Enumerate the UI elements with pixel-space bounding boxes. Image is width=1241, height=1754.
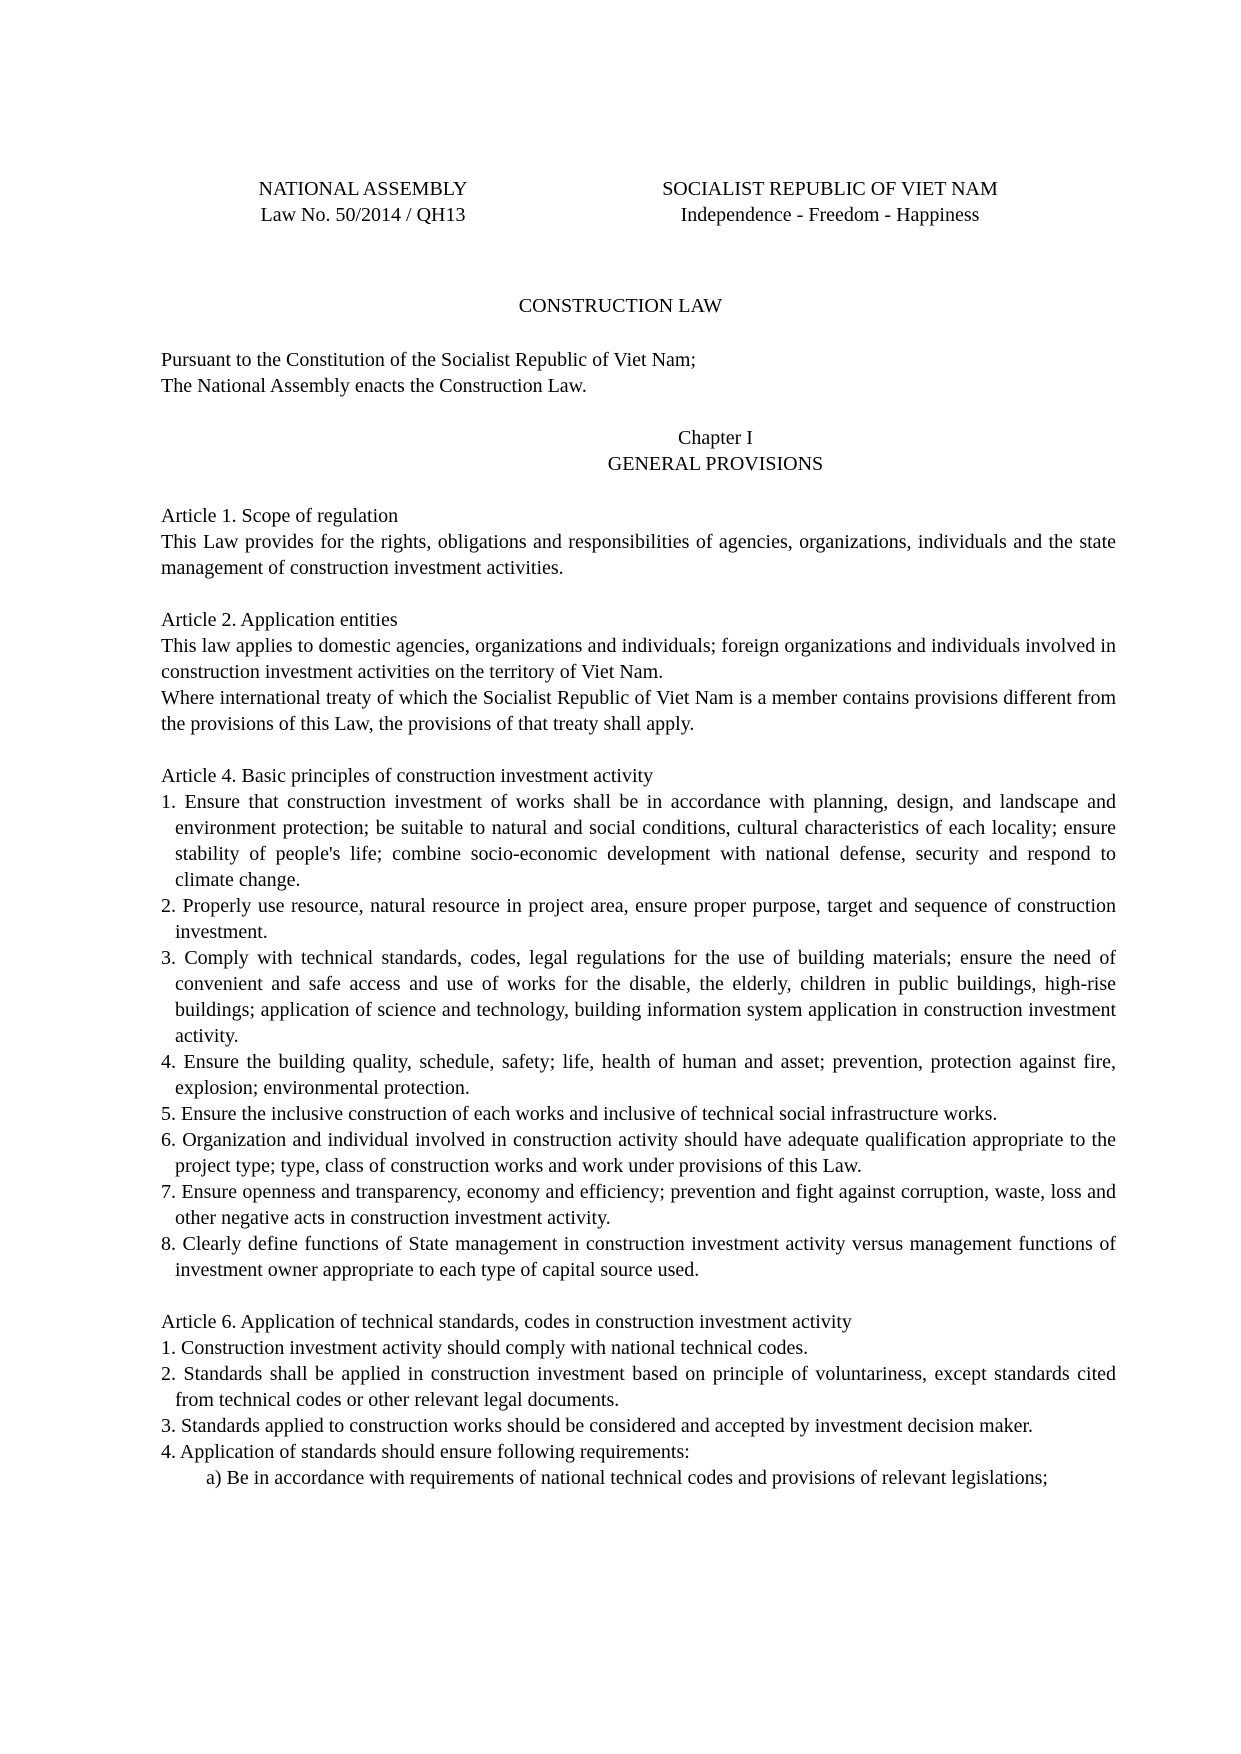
issuer-block	[212, 176, 514, 228]
sub-list-item: a) Be in accordance with requirements of national technical codes and provisions of relevant legislations;	[206, 1467, 1048, 1489]
chapter-name: GENERAL PROVISIONS	[607, 453, 824, 475]
article-paragraph: This law applies to domestic agencies, organizations and individuals; foreign organizations and individuals involved in construction investment activities on the territory of Viet Nam.	[161, 635, 1116, 683]
list-item: 5. Ensure the inclusive construction of each works and inclusive of technical social infrastructure works.	[161, 1103, 998, 1125]
national-motto: Independence - Freedom - Happiness	[680, 204, 980, 226]
preamble-line: The National Assembly enacts the Construction Law.	[161, 375, 587, 397]
article-heading: Article 6. Application of technical standards, codes in construction investment activity	[161, 1311, 852, 1333]
list-item: 7. Ensure openness and transparency, economy and efficiency; prevention and fight against corruption, waste, loss and other negative acts in construction investment activity.	[161, 1181, 1116, 1229]
issuer-name: NATIONAL ASSEMBLY	[258, 178, 468, 200]
law-number: Law No. 50/2014 / QH13	[260, 204, 466, 226]
list-item: 8. Clearly define functions of State management in construction investment activity versus management functions of investment owner appropriate to each type of capital source used.	[161, 1233, 1116, 1281]
list-item: 4. Ensure the building quality, schedule, safety; life, health of human and asset; prevention, protection against fire, explosion; environmental protection.	[161, 1051, 1116, 1099]
list-item: 2. Standards shall be applied in construction investment based on principle of voluntariness, except standards cited from technical codes or other relevant legal documents.	[161, 1363, 1116, 1411]
preamble-line: Pursuant to the Constitution of the Socialist Republic of Viet Nam;	[161, 349, 697, 371]
list-item: 1. Construction investment activity should comply with national technical codes.	[161, 1337, 809, 1359]
list-item: 3. Comply with technical standards, codes, legal regulations for the use of building materials; ensure the need of convenient and safe access and use of works for the disable, the elderly, children in public buildings, high-rise buildings; application of science and technology, building information system application in construction investment activity.	[161, 947, 1116, 1047]
document-title: CONSTRUCTION LAW	[518, 295, 723, 317]
article-paragraph: Where international treaty of which the Socialist Republic of Viet Nam is a member contains provisions different from the provisions of this Law, the provisions of that treaty shall apply.	[161, 687, 1116, 735]
list-item: 2. Properly use resource, natural resource in project area, ensure proper purpose, target and sequence of construction investment.	[161, 895, 1116, 943]
national-motto-block	[620, 176, 1040, 228]
list-item: 4. Application of standards should ensure following requirements:	[161, 1441, 690, 1463]
list-item: 1. Ensure that construction investment of works shall be in accordance with planning, design, and landscape and environment protection; be suitable to natural and social conditions, cultural characteristics of each locality; ensure stability of people's life; combine socio-economic development with national defense, security and respond to climate change.	[161, 791, 1116, 891]
document-body	[161, 347, 1116, 1491]
list-item: 6. Organization and individual involved in construction activity should have adequate qualification appropriate to the project type; type, class of construction works and work under provisions of this Law.	[161, 1129, 1116, 1177]
list-item: 3. Standards applied to construction works should be considered and accepted by investment decision maker.	[161, 1415, 1034, 1437]
article-heading: Article 2. Application entities	[161, 609, 398, 631]
country-name: SOCIALIST REPUBLIC OF VIET NAM	[662, 178, 998, 200]
article-heading: Article 4. Basic principles of construction investment activity	[161, 765, 654, 787]
article-heading: Article 1. Scope of regulation	[161, 505, 399, 527]
article-paragraph: This Law provides for the rights, obligations and responsibilities of agencies, organizations, individuals and the state management of construction investment activities.	[161, 531, 1116, 579]
chapter-number: Chapter I	[678, 427, 753, 449]
